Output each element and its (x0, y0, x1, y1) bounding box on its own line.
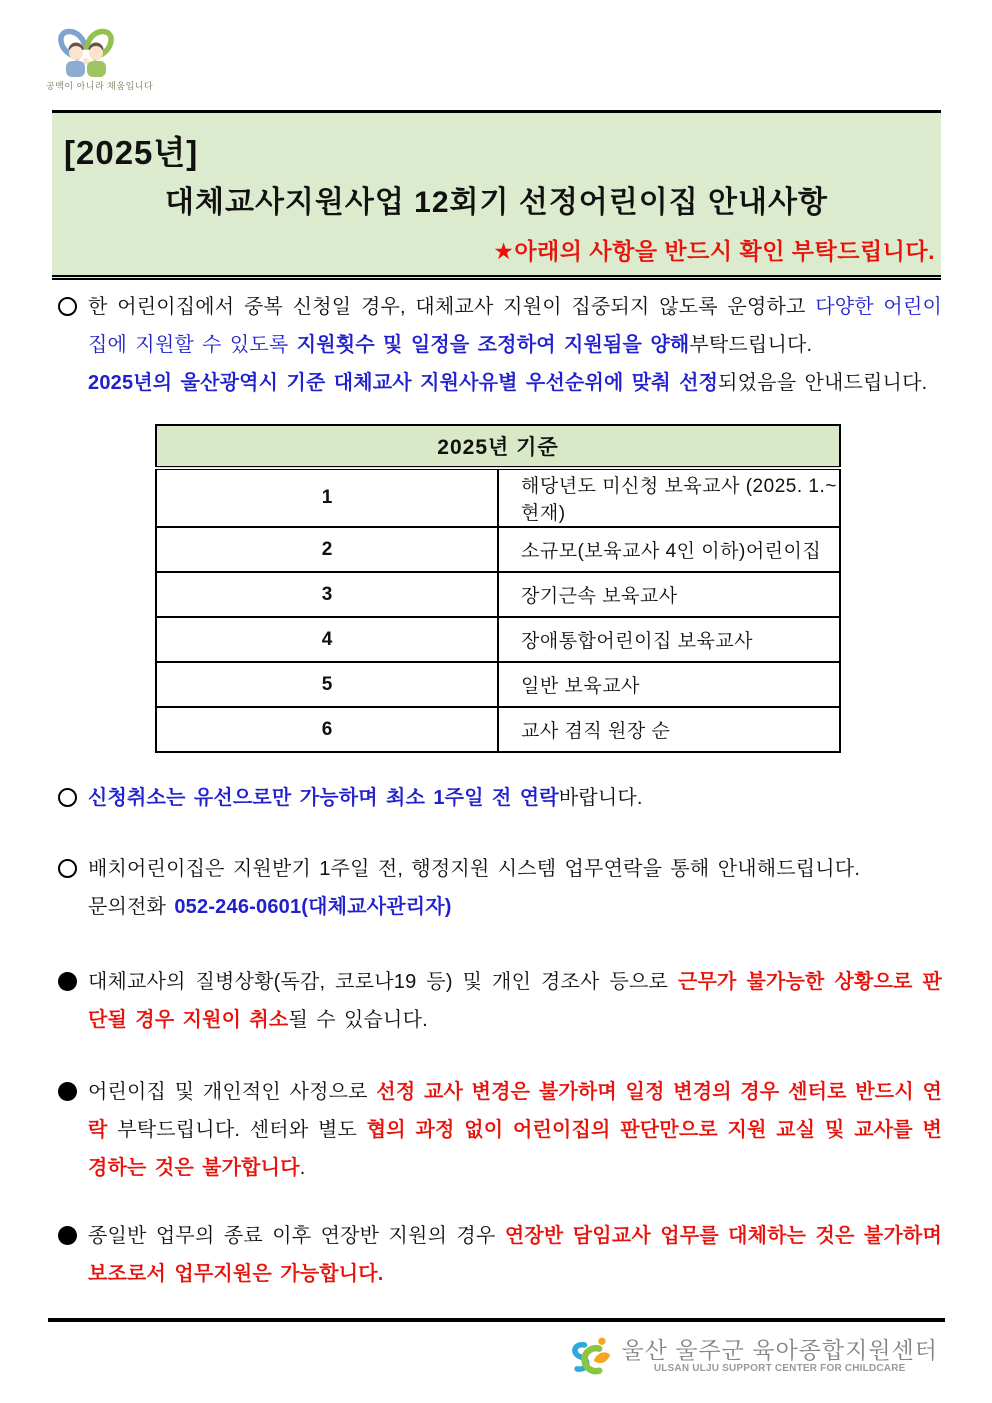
notice-paragraph (56, 779, 942, 817)
notice-paragraph (56, 1073, 942, 1187)
text-segment: 협의 과정 없이 어린이집의 판단만으로 지원 교실 및 교사를 변경하는 것은 불가합니다 (88, 1119, 942, 1179)
circle-outline-bullet-icon (58, 297, 77, 316)
table-row (156, 572, 840, 617)
text-segment: 배치어린이집은 지원받기 1주일 전, 행정지원 시스템 업무연락을 통해 안내해드립니다. (88, 858, 861, 880)
text-segment: 다양한 어린이집에 지원할 수 있도록 (88, 296, 942, 356)
circle-outline-bullet-icon (58, 788, 77, 807)
priority-table (155, 424, 841, 753)
text-segment: 부탁드립니다. 센터와 별도 (107, 1119, 367, 1141)
text-segment: 지원횟수 및 일정을 조정하여 지원됨을 양해 (296, 334, 690, 356)
table-row (156, 662, 840, 707)
text-segment: 되었음을 안내드립니다. (718, 372, 928, 394)
table-row (156, 468, 840, 527)
priority-number: 4 (156, 617, 498, 662)
org-name-korean: 울산 울주군 육아종합지원센터 (621, 1337, 938, 1363)
notice-paragraph (56, 1217, 942, 1293)
priority-number: 6 (156, 707, 498, 752)
text-segment: . (299, 1157, 306, 1179)
footer-org-names (621, 1337, 938, 1375)
center-sci-logo-icon (567, 1332, 613, 1380)
logo-tagline: 공백이 아니라 채움입니다 (46, 81, 154, 91)
filled-circle-bullet-icon (58, 1226, 77, 1245)
text-segment: 어린이집 및 개인적인 사정으로 (88, 1081, 377, 1103)
priority-text: 일반 보육교사 (498, 662, 840, 707)
text-segment: 한 어린이집에서 중복 신청일 경우, 대체교사 지원이 집중되지 않도록 운영하고 (88, 296, 816, 318)
text-segment: 부탁드립니다. (689, 334, 813, 356)
table-row (156, 707, 840, 752)
priority-text: 장애통합어린이집 보육교사 (498, 617, 840, 662)
text-segment: 2025년의 울산광역시 기준 대체교사 지원사유별 우선순위에 맞춰 선정 (88, 372, 719, 394)
priority-text: 장기근속 보육교사 (498, 572, 840, 617)
notice-paragraph (56, 850, 942, 926)
text-segment: 연장반 담임교사 업무를 대체하는 것은 불가하며 보조로서 업무지원은 가능합니다. (88, 1225, 943, 1285)
priority-number: 3 (156, 572, 498, 617)
text-segment: 신청취소는 유선으로만 가능하며 최소 1주일 전 연락 (88, 787, 559, 809)
table-row (156, 527, 840, 572)
circle-outline-bullet-icon (58, 859, 77, 878)
text-segment: 종일반 업무의 종료 이후 연장반 지원의 경우 (88, 1225, 505, 1247)
text-segment: 문의전화 (88, 896, 175, 918)
text-segment: 대체교사의 질병상황(독감, 코로나19 등) 및 개인 경조사 등으로 (88, 971, 678, 993)
org-name-english: ULSAN ULJU SUPPORT CENTER FOR CHILDCARE (653, 1363, 906, 1374)
footer-logo-block (567, 1332, 938, 1380)
priority-number: 2 (156, 527, 498, 572)
text-segment: 근무가 불가능한 상황으로 판단될 경우 지원이 취소 (88, 971, 943, 1031)
notice-header (52, 110, 941, 280)
notice-paragraph (56, 288, 942, 402)
notice-paragraph (56, 963, 942, 1039)
priority-number: 1 (156, 468, 498, 527)
text-segment: 될 수 있습니다. (288, 1009, 428, 1031)
page-title: 대체교사지원사업 12회기 선정어린이집 안내사항 (165, 186, 828, 219)
priority-text: 해당년도 미신청 보육교사 (2025. 1.~ 현재) (498, 468, 840, 527)
priority-text: 소규모(보육교사 4인 이하)어린이집 (498, 527, 840, 572)
text-segment: 바랍니다. (558, 787, 643, 809)
text-segment: 052-246-0601(대체교사관리자) (174, 896, 452, 918)
table-header-row (156, 425, 840, 468)
table-row (156, 617, 840, 662)
heart-children-logo-icon (46, 20, 126, 78)
priority-text: 교사 겸직 원장 순 (498, 707, 840, 752)
center-heart-logo (46, 20, 176, 92)
filled-circle-bullet-icon (58, 972, 77, 991)
star-notice: ★아래의 사항을 반드시 확인 부탁드립니다. (493, 238, 935, 264)
priority-number: 5 (156, 662, 498, 707)
year-label: [2025년] (64, 134, 199, 171)
text-segment: 선정 교사 변경은 불가하며 일정 변경의 경우 센터로 반드시 연락 (88, 1081, 942, 1141)
table-title: 2025년 기준 (156, 425, 840, 468)
footer-divider (48, 1318, 945, 1322)
filled-circle-bullet-icon (58, 1082, 77, 1101)
